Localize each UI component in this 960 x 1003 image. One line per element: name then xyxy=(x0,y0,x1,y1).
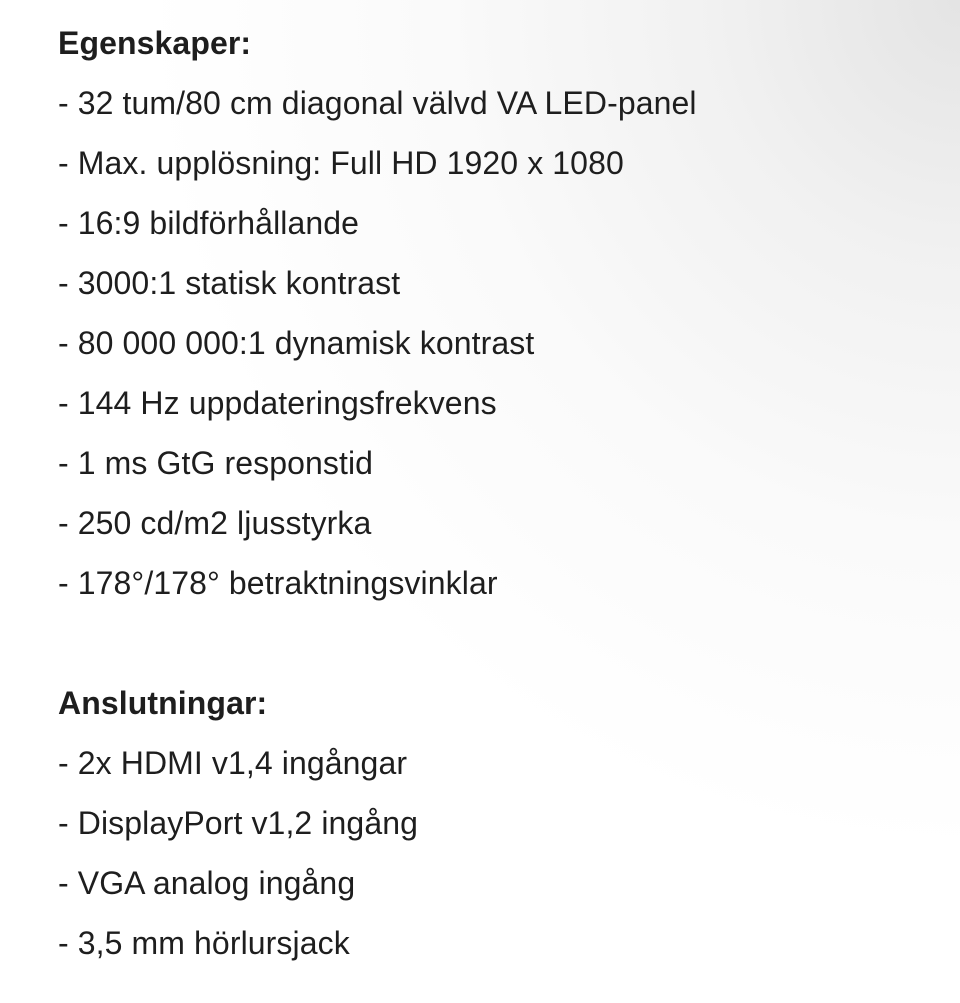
feature-aspect-ratio: - 16:9 bildförhållande xyxy=(58,205,360,241)
feature-viewing-angles: - 178°/178° betraktningsvinklar xyxy=(58,565,498,601)
feature-panel-size: - 32 tum/80 cm diagonal välvd VA LED-panel xyxy=(58,85,697,121)
product-spec-document xyxy=(58,20,938,966)
feature-response-time: - 1 ms GtG responstid xyxy=(58,445,374,481)
feature-resolution: - Max. upplösning: Full HD 1920 x 1080 xyxy=(58,145,624,181)
connections-list xyxy=(58,740,938,966)
connection-displayport: - DisplayPort v1,2 ingång xyxy=(58,805,419,841)
section-spacer xyxy=(58,620,938,680)
features-title: Egenskaper: xyxy=(58,25,252,61)
feature-refresh-rate: - 144 Hz uppdateringsfrekvens xyxy=(58,385,497,421)
features-list xyxy=(58,80,938,606)
features-section xyxy=(58,20,938,606)
connections-title: Anslutningar: xyxy=(58,685,268,721)
feature-brightness: - 250 cd/m2 ljusstyrka xyxy=(58,505,372,541)
connection-hdmi: - 2x HDMI v1,4 ingångar xyxy=(58,745,408,781)
connection-headphone-jack: - 3,5 mm hörlursjack xyxy=(58,925,350,961)
connections-section xyxy=(58,680,938,966)
connection-vga: - VGA analog ingång xyxy=(58,865,356,901)
feature-dynamic-contrast: - 80 000 000:1 dynamisk kontrast xyxy=(58,325,535,361)
feature-static-contrast: - 3000:1 statisk kontrast xyxy=(58,265,401,301)
